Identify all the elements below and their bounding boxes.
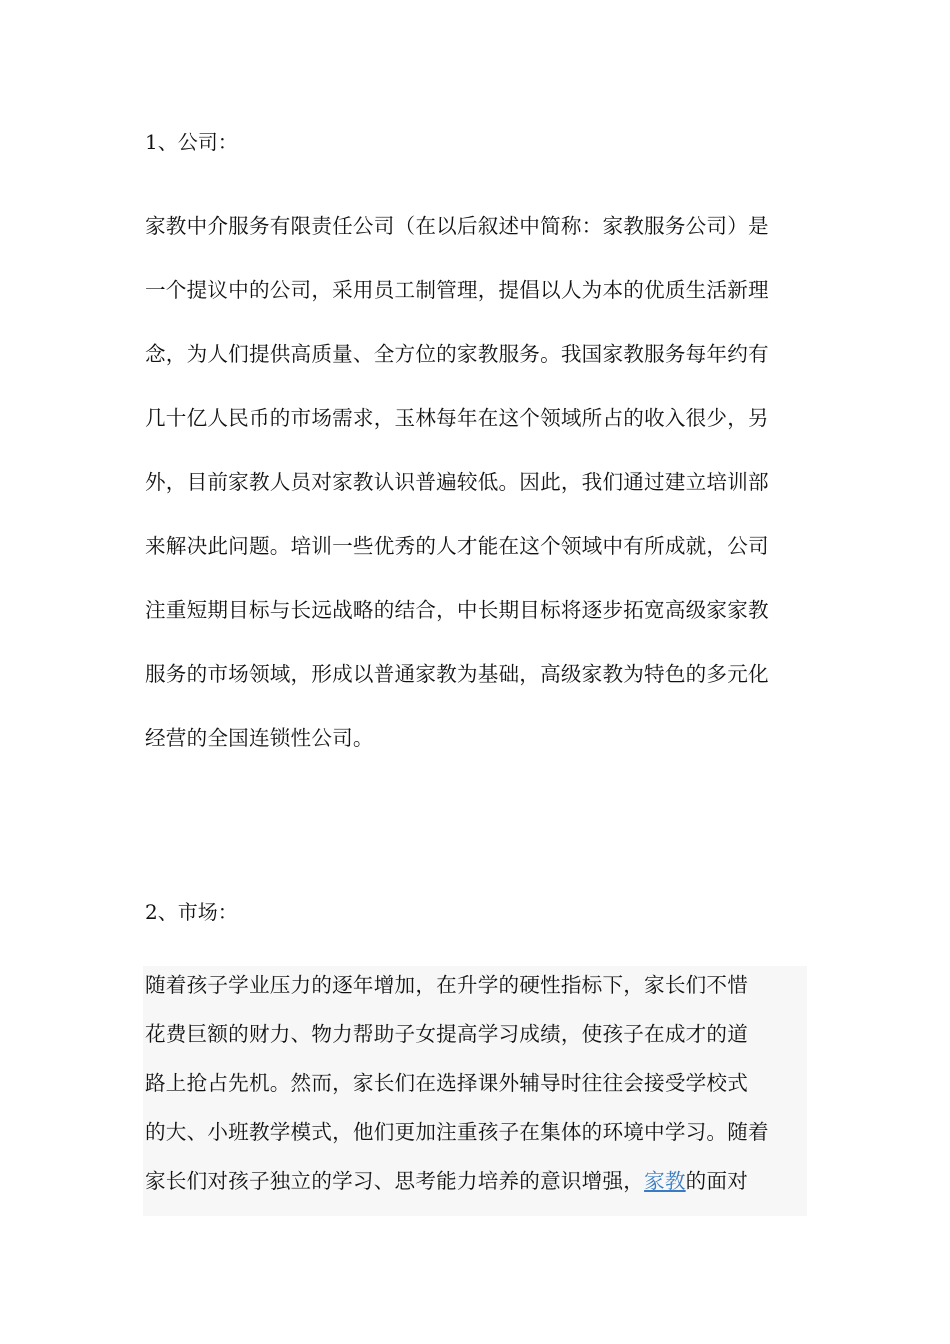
paragraph-line: 随着孩子学业压力的逐年增加，在升学的硬性指标下，家长们不惜 [145, 973, 749, 997]
paragraph-line: 注重短期目标与长远战略的结合，中长期目标将逐步拓宽高级家家教 [145, 598, 769, 622]
paragraph-line: 家教中介服务有限责任公司（在以后叙述中简称：家教服务公司）是 [145, 214, 769, 238]
line-text-after-link: 的面对 [685, 1169, 749, 1193]
paragraph-line: 一个提议中的公司，采用员工制管理，提倡以人为本的优质生活新理 [145, 278, 769, 302]
market-paragraph [143, 966, 807, 1216]
jiajiao-link[interactable]: 家教 [644, 1169, 686, 1193]
section-heading-company: 1、公司： [145, 130, 238, 154]
paragraph-line [145, 1167, 748, 1195]
paragraph-line: 念，为人们提供高质量、全方位的家教服务。我国家教服务每年约有 [145, 342, 769, 366]
line-text-before-link: 家长们对孩子独立的学习、思考能力培养的意识增强， [145, 1169, 645, 1193]
paragraph-line: 外，目前家教人员对家教认识普遍较低。因此，我们通过建立培训部 [145, 470, 769, 494]
paragraph-line: 服务的市场领域，形成以普通家教为基础，高级家教为特色的多元化 [145, 662, 769, 686]
paragraph-line: 几十亿人民币的市场需求，玉林每年在这个领域所占的收入很少，另 [145, 406, 769, 430]
paragraph-line: 路上抢占先机。然而，家长们在选择课外辅导时往往会接受学校式 [145, 1071, 749, 1095]
section-heading-market: 2、市场： [145, 900, 238, 924]
company-paragraph [145, 212, 807, 788]
paragraph-line: 来解决此问题。培训一些优秀的人才能在这个领域中有所成就，公司 [145, 534, 769, 558]
paragraph-line: 经营的全国连锁性公司。 [145, 726, 374, 750]
paragraph-line: 花费巨额的财力、物力帮助子女提高学习成绩，使孩子在成才的道 [145, 1022, 749, 1046]
paragraph-line: 的大、小班教学模式，他们更加注重孩子在集体的环境中学习。随着 [145, 1120, 769, 1144]
